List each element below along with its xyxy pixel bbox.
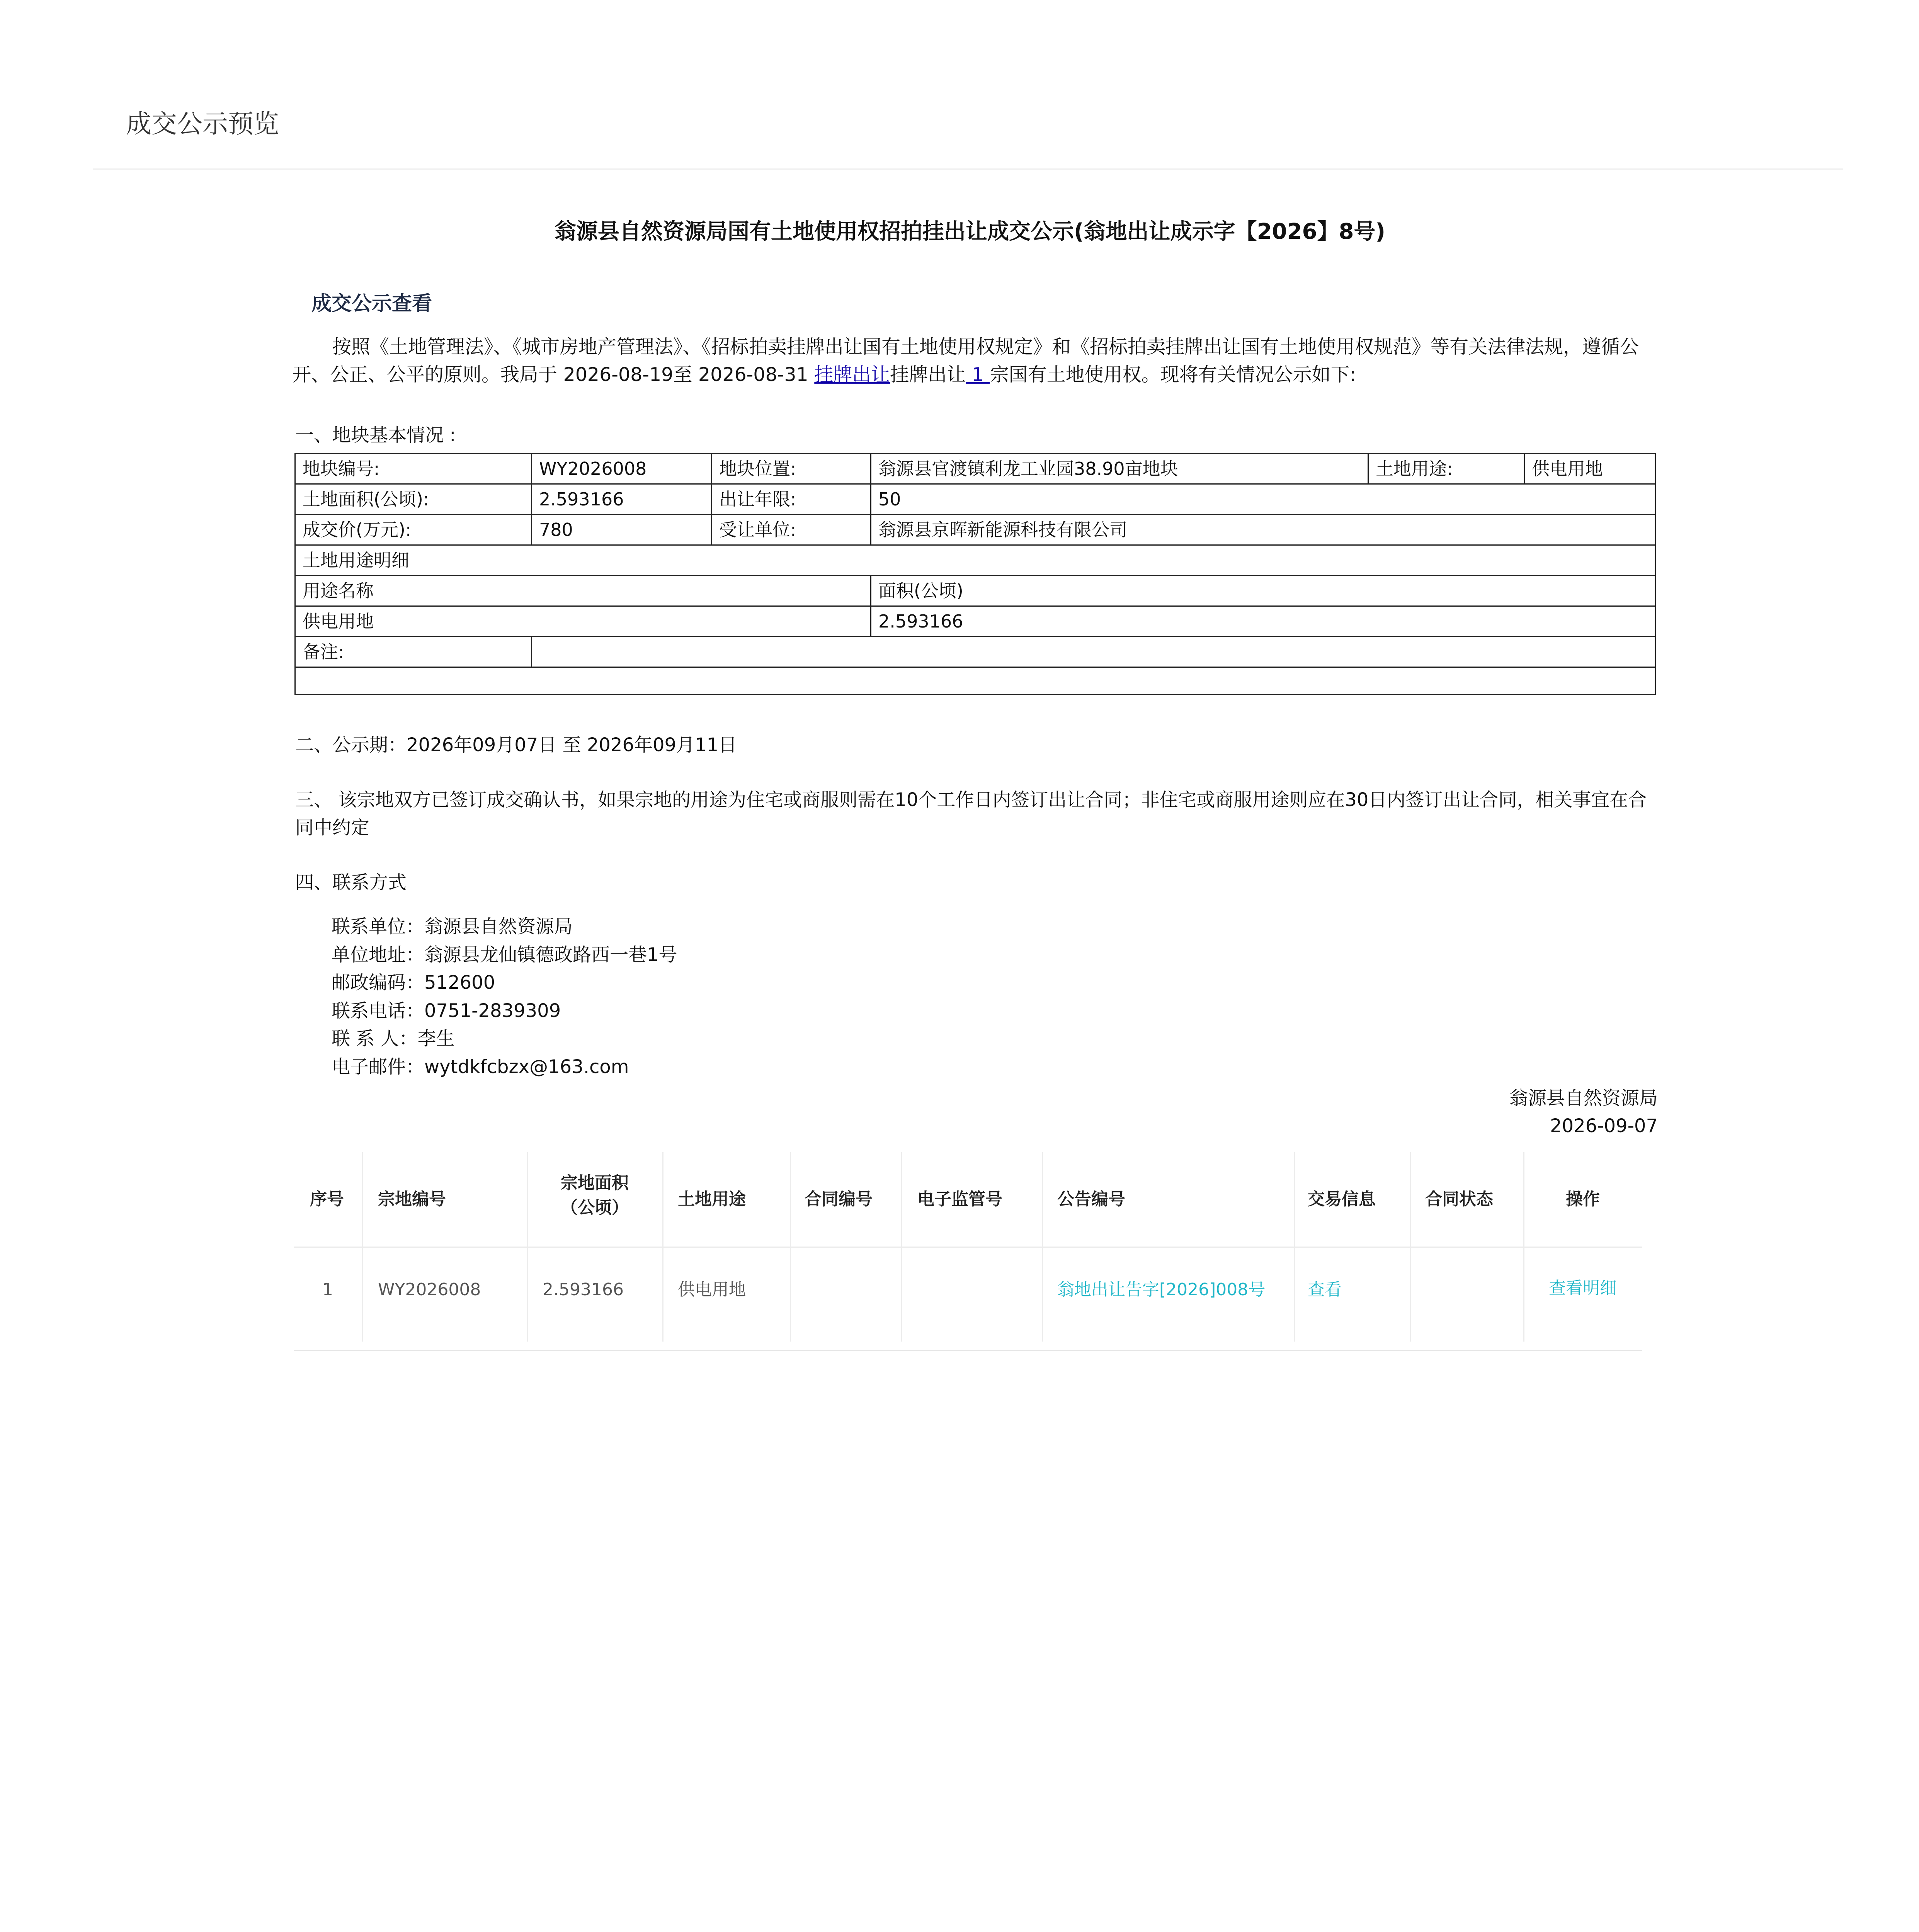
parcel-count-link[interactable]: 1 xyxy=(966,364,990,386)
grid-header-contract-no: 合同编号 xyxy=(805,1189,873,1209)
section-contact-label: 四、联系方式 xyxy=(295,872,407,893)
info-row xyxy=(295,545,1655,576)
contact-postcode: 邮政编码：512600 xyxy=(332,972,495,994)
page-title: 成交公示预览 xyxy=(126,109,279,139)
contact-email: 电子邮件：wytdkfcbzx@163.com xyxy=(332,1056,629,1078)
signature-org: 翁源县自然资源局 xyxy=(1509,1087,1658,1109)
intro-text-3: 宗国有土地使用权。现将有关情况公示如下: xyxy=(990,364,1356,386)
intro-text-1: 按照《土地管理法》、《城市房地产管理法》、《招标拍卖挂牌出让国有土地使用权规定》和《招标拍卖挂牌出让国有土地使用权规范》等有关法律法规，遵循公开、公正、公平的原则。我局于 2026-08-19至 2026-08-31 xyxy=(292,336,1639,386)
buyer-label: 受让单位: xyxy=(712,515,871,545)
price-value: 780 xyxy=(532,515,712,545)
grid-header-area xyxy=(527,1171,662,1220)
method-link[interactable]: 挂牌出让 xyxy=(814,364,890,386)
document-subtitle: 成交公示查看 xyxy=(311,292,432,315)
trade-info-link[interactable]: 查看 xyxy=(1308,1280,1342,1299)
usage-value: 供电用地 xyxy=(1524,454,1655,484)
transaction-grid xyxy=(294,1152,1642,1351)
location-value: 翁源县官渡镇利龙工业园38.90亩地块 xyxy=(871,454,1368,484)
section-publicity-period: 二、公示期：2026年09月07日 至 2026年09月11日 xyxy=(295,734,737,756)
info-row xyxy=(295,515,1655,545)
parcel-info-table xyxy=(294,453,1656,695)
info-row xyxy=(295,606,1655,637)
usage-label: 土地用途: xyxy=(1368,454,1524,484)
empty-cell xyxy=(295,667,1655,695)
price-label: 成交价(万元): xyxy=(295,515,532,545)
contact-unit: 联系单位：翁源县自然资源局 xyxy=(332,916,573,937)
info-row xyxy=(295,637,1655,667)
parcel-no-value: WY2026008 xyxy=(532,454,712,484)
contact-phone: 联系电话：0751-2839309 xyxy=(332,1000,561,1022)
use-name-header: 用途名称 xyxy=(295,576,871,606)
signature-date: 2026-09-07 xyxy=(1550,1115,1658,1137)
grid-header-usage: 土地用途 xyxy=(678,1189,746,1209)
grid-header-seq: 序号 xyxy=(310,1189,344,1209)
intro-text-2: 挂牌出让 xyxy=(890,364,966,386)
usage-detail-label: 土地用途明细 xyxy=(295,545,1655,576)
term-value: 50 xyxy=(871,484,1655,515)
grid-header-area-line2: （公顷） xyxy=(561,1198,629,1218)
location-label: 地块位置: xyxy=(712,454,871,484)
section-contract-note: 三、 该宗地双方已签订成交确认书，如果宗地的用途为住宅或商服则需在10个工作日内签订出让合同；非住宅或商服用途则应在30日内签订出让合同，相关事宜在合同中约定 xyxy=(295,789,1647,838)
info-row xyxy=(295,484,1655,515)
use-name-value: 供电用地 xyxy=(295,606,871,637)
page-header xyxy=(93,97,1843,170)
info-row xyxy=(295,576,1655,606)
contact-person: 联 系 人：李生 xyxy=(332,1028,455,1050)
parcel-no-label: 地块编号: xyxy=(295,454,532,484)
notice-no-link[interactable]: 翁地出让告字[2026]008号 xyxy=(1057,1280,1266,1299)
grid-header-area-line1: 宗地面积 xyxy=(561,1173,629,1193)
grid-header-notice-no: 公告编号 xyxy=(1057,1189,1125,1209)
grid-cell-usage: 供电用地 xyxy=(678,1280,746,1299)
buyer-value: 翁源县京晖新能源科技有限公司 xyxy=(871,515,1655,545)
grid-header-supervision-no: 电子监管号 xyxy=(917,1189,1002,1209)
view-detail-link[interactable]: 查看明细 xyxy=(1549,1278,1617,1298)
grid-cell-parcel-no: WY2026008 xyxy=(378,1280,481,1299)
info-row xyxy=(295,454,1655,484)
contact-list xyxy=(332,913,677,1081)
use-area-value: 2.593166 xyxy=(871,606,1655,637)
contact-address: 单位地址：翁源县龙仙镇德政路西一巷1号 xyxy=(332,944,677,966)
remark-label: 备注: xyxy=(295,637,532,667)
document-title: 翁源县自然资源局国有土地使用权招拍挂出让成交公示(翁地出让成示字【2026】8号) xyxy=(554,219,1385,244)
empty-row xyxy=(295,667,1655,695)
grid-header-action: 操作 xyxy=(1566,1189,1600,1209)
grid-header-parcel-no: 宗地编号 xyxy=(378,1189,446,1209)
grid-cell-area: 2.593166 xyxy=(543,1280,624,1299)
term-label: 出让年限: xyxy=(712,484,871,515)
grid-header-contract-status: 合同状态 xyxy=(1425,1189,1493,1209)
grid-header-divider xyxy=(294,1247,1642,1248)
signature-block xyxy=(1509,1084,1658,1140)
area-value: 2.593166 xyxy=(532,484,712,515)
area-label: 土地面积(公顷): xyxy=(295,484,532,515)
remark-value xyxy=(532,637,1655,667)
grid-header-trade-info: 交易信息 xyxy=(1308,1189,1376,1209)
section-basic-info-label: 一、地块基本情况 : xyxy=(295,424,456,446)
grid-cell-seq: 1 xyxy=(322,1280,333,1299)
use-area-header: 面积(公顷) xyxy=(871,576,1655,606)
intro-paragraph xyxy=(292,333,1652,389)
